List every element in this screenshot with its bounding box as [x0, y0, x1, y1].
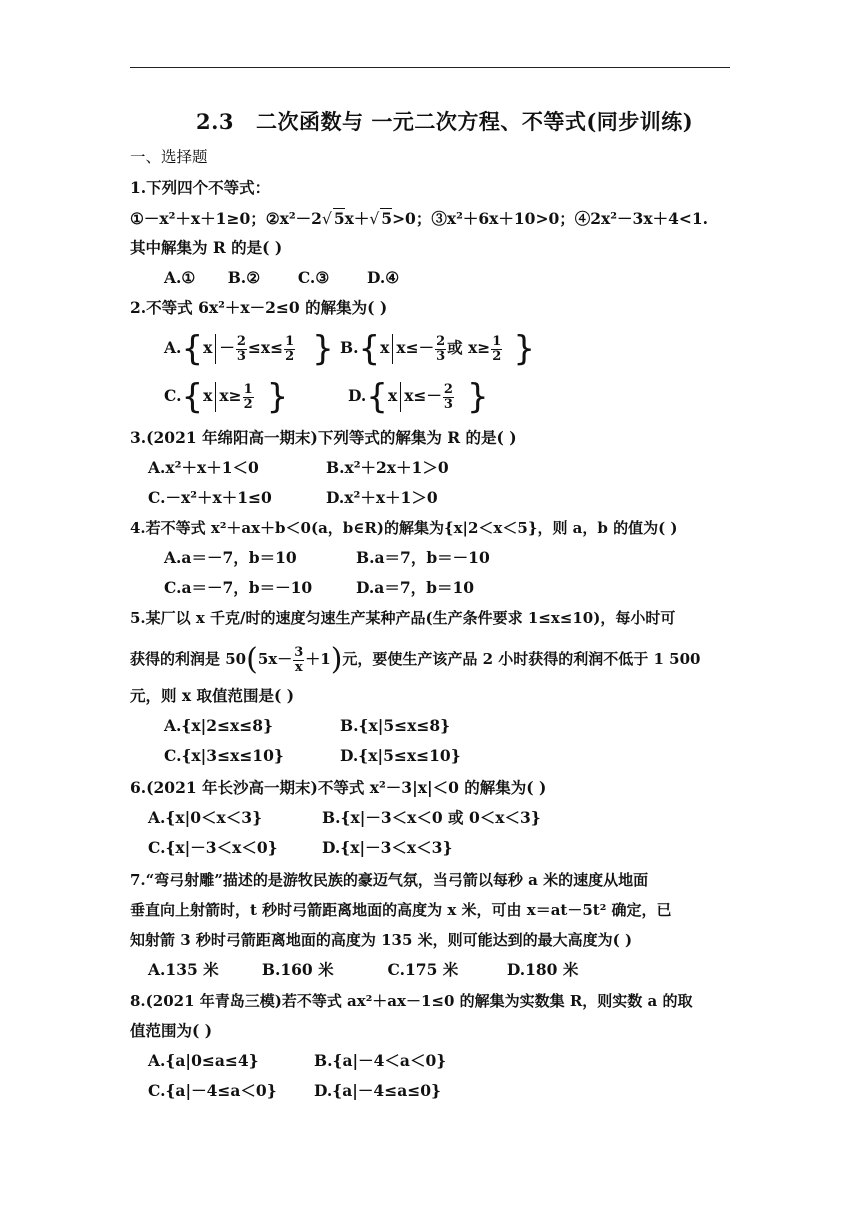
q1-options: A.① B.② C.③ D.④	[164, 268, 400, 287]
denominator: 2	[285, 348, 295, 364]
q2-option-a: A.{x － $\frac{2}{3}$ ≤x≤ $\frac{1}{2}$ }	[164, 329, 334, 369]
q7-options: A.135 米 B.160 米 C.175 米 D.180 米	[148, 960, 579, 979]
relation: ≤x≤	[247, 338, 284, 357]
sign: －	[219, 338, 235, 357]
option-label: C.	[164, 386, 182, 405]
header-rule	[130, 67, 730, 68]
fraction	[236, 335, 247, 364]
denominator: x	[294, 659, 303, 675]
expr: ＋1	[305, 650, 331, 668]
q1-ineq-part: ①－x²＋x＋1≥0；②x²－2	[130, 209, 322, 228]
fraction	[443, 383, 454, 412]
q4-option-a: A.a＝－7，b＝10	[164, 548, 297, 567]
text: 获得的利润是 50	[130, 650, 247, 668]
q6-option-c: C.{x|－3＜x＜0}	[148, 838, 278, 857]
q7-line3: 知射箭 3 秒时弓箭距离地面的高度为 135 米，则可能达到的最大高度为( )	[130, 931, 633, 949]
numerator: 2	[236, 333, 246, 349]
q4-option-c: C.a＝－7，b＝－10	[164, 578, 313, 597]
relation: x≥	[219, 386, 242, 405]
relation: x≤－	[396, 338, 435, 357]
denominator: 3	[436, 348, 446, 364]
fraction	[284, 335, 295, 364]
title-text: 二次函数与 一元二次方程、不等式(同步训练)	[256, 109, 694, 134]
q6-stem: 6.(2021 年长沙高一期末)不等式 x²－3|x|＜0 的解集为( )	[130, 778, 547, 797]
q2-option-d: D.{x x≤－ $\frac{2}{3}$ }	[348, 377, 489, 417]
set-var: x	[380, 338, 390, 357]
q5-line1: 5.某厂以 x 千克/时的速度匀速生产某种产品(生产条件要求 1≤x≤10)，每小时可	[130, 609, 676, 627]
q3-option-d: D.x²＋x＋1＞0	[326, 488, 438, 507]
q3-option-a: A.x²＋x＋1＜0	[148, 458, 259, 477]
relation: 或 x≥	[447, 338, 491, 357]
q8-option-a: A.{a|0≤a≤4}	[148, 1051, 259, 1070]
option-label: D.	[348, 386, 367, 405]
numerator: 3	[294, 644, 304, 660]
q1-ineq-part: x＋	[344, 209, 370, 228]
fraction	[435, 335, 446, 364]
fraction	[293, 646, 304, 675]
numerator: 2	[436, 333, 446, 349]
q5-line2: 获得的利润是 50(5x－ $\frac{3}{x}$ ＋1)元，要使生产该产品 2 小时获得的利润不低于 1 500	[130, 642, 701, 677]
q2-stem: 2.不等式 6x²＋x－2≤0 的解集为( )	[130, 298, 388, 317]
relation: x≤－	[404, 386, 442, 405]
numerator: 1	[492, 333, 502, 349]
page-title	[196, 106, 693, 136]
q1-question: 其中解集为 R 的是( )	[130, 238, 283, 257]
q8-option-b: B.{a|－4＜a＜0}	[314, 1051, 447, 1070]
q8-line2: 值范围为( )	[130, 1021, 213, 1040]
q6-option-b: B.{x|－3＜x＜0 或 0＜x＜3}	[322, 808, 541, 827]
q4-option-d: D.a＝7，b＝10	[356, 578, 475, 597]
numerator: 2	[443, 381, 453, 397]
denominator: 2	[243, 396, 253, 412]
q3-stem: 3.(2021 年绵阳高一期末)下列等式的解集为 R 的是( )	[130, 428, 517, 447]
q5-option-d: D.{x|5≤x≤10}	[340, 746, 461, 765]
fraction	[491, 335, 502, 364]
q4-stem: 4.若不等式 x²＋ax＋b＜0(a，b∈R)的解集为{x|2＜x＜5}，则 a，b 的值为( )	[130, 519, 678, 537]
q2-option-c: C.{x x≥ $\frac{1}{2}$ }	[164, 377, 289, 417]
denominator: 3	[236, 348, 246, 364]
set-var: x	[387, 386, 398, 405]
set-var: x	[203, 386, 213, 405]
q3-option-c: C.－x²＋x＋1≤0	[148, 488, 272, 507]
set-var: x	[203, 338, 213, 357]
q7-line1: 7.“弯弓射雕”描述的是游牧民族的豪迈气氛，当弓箭以每秒 a 米的速度从地面	[130, 871, 649, 889]
q6-option-d: D.{x|－3＜x＜3}	[322, 838, 453, 857]
q5-option-b: B.{x|5≤x≤8}	[340, 716, 451, 735]
q8-line1: 8.(2021 年青岛三模)若不等式 ax²＋ax－1≤0 的解集为实数集 R，则实数 a 的取	[130, 992, 693, 1010]
q5-option-c: C.{x|3≤x≤10}	[164, 746, 284, 765]
q1-inequalities: ①－x²＋x＋1≥0；②x²－2√ 5x＋√ 5>0；③x²＋6x＋10>0；④2x²－3x＋4<1.	[130, 209, 709, 228]
denominator: 3	[443, 396, 453, 412]
option-label: A.	[164, 338, 182, 357]
q2-option-b: B.{x x≤－ $\frac{2}{3}$ 或 x≥ $\frac{1}{2}$ }	[340, 329, 535, 369]
option-label: B.	[340, 338, 359, 357]
q4-option-b: B.a＝7，b＝－10	[356, 548, 490, 567]
title-number: 2.3	[196, 109, 235, 134]
q1-stem: 1.下列四个不等式：	[130, 178, 271, 197]
q8-option-d: D.{a|－4≤a≤0}	[314, 1081, 441, 1100]
numerator: 1	[285, 333, 295, 349]
text: 元，要使生产该产品 2 小时获得的利润不低于 1 500	[342, 650, 701, 668]
q1-sqrt-value: 5	[333, 209, 345, 228]
q3-option-b: B.x²＋2x＋1＞0	[326, 458, 449, 477]
expr: 5x－	[257, 650, 293, 668]
fraction	[243, 383, 254, 412]
numerator: 1	[243, 381, 253, 397]
q1-ineq-part: >0；③x²＋6x＋10>0；④2x²－3x＋4<1.	[392, 209, 709, 228]
section-heading: 一、选择题	[130, 148, 208, 166]
q8-option-c: C.{a|－4≤a＜0}	[148, 1081, 277, 1100]
denominator: 2	[492, 348, 502, 364]
q6-option-a: A.{x|0＜x＜3}	[148, 808, 263, 827]
q1-sqrt-value: 5	[381, 209, 393, 228]
q5-line3: 元，则 x 取值范围是( )	[130, 686, 295, 705]
q5-option-a: A.{x|2≤x≤8}	[164, 716, 274, 735]
q7-line2: 垂直向上射箭时，t 秒时弓箭距离地面的高度为 x 米，可由 x＝at－5t² 确定，已	[130, 901, 672, 919]
